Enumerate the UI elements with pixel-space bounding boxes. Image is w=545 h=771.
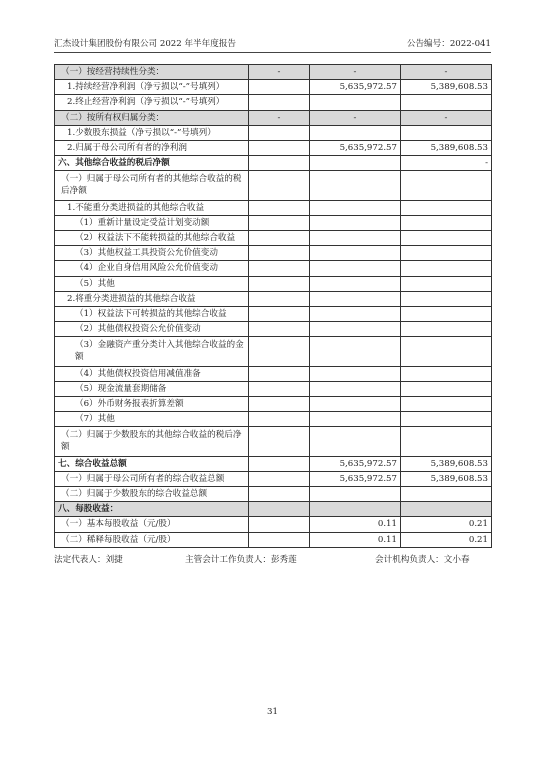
table-row bbox=[55, 366, 492, 381]
current-period-cell: 5,635,972.57 bbox=[310, 471, 401, 486]
notes-cell bbox=[249, 215, 310, 230]
notes-cell bbox=[249, 517, 310, 532]
prior-period-cell bbox=[401, 502, 492, 517]
row-label: （1）重新计量设定受益计划变动额 bbox=[55, 215, 249, 230]
row-label: （2）权益法下不能转损益的其他综合收益 bbox=[55, 230, 249, 245]
prior-period-cell bbox=[401, 396, 492, 411]
table-row bbox=[55, 261, 492, 276]
prior-period-cell bbox=[401, 95, 492, 110]
notes-cell bbox=[249, 276, 310, 291]
row-label: 六、其他综合收益的税后净额 bbox=[55, 156, 249, 171]
table-row bbox=[55, 140, 492, 155]
current-period-cell bbox=[310, 502, 401, 517]
table-row bbox=[55, 171, 492, 200]
notes-cell bbox=[249, 306, 310, 321]
prior-period-cell bbox=[401, 412, 492, 427]
row-label: （二）归属于少数股东的其他综合收益的税后净额 bbox=[55, 427, 249, 456]
table-row bbox=[55, 471, 492, 486]
prior-period-cell bbox=[401, 487, 492, 502]
accounting-supervisor: 主管会计工作负责人：彭秀莲 bbox=[185, 555, 297, 565]
current-period-cell bbox=[310, 171, 401, 200]
prior-period-cell bbox=[401, 306, 492, 321]
notes-cell bbox=[249, 502, 310, 517]
notes-cell bbox=[249, 125, 310, 140]
table-row bbox=[55, 230, 492, 245]
current-period-cell bbox=[310, 427, 401, 456]
prior-period-cell bbox=[401, 200, 492, 215]
notes-cell bbox=[249, 140, 310, 155]
row-label: 1.不能重分类进损益的其他综合收益 bbox=[55, 200, 249, 215]
table-row bbox=[55, 110, 492, 125]
current-period-cell bbox=[310, 322, 401, 337]
notes-cell bbox=[249, 156, 310, 171]
prior-period-cell: 0.21 bbox=[401, 532, 492, 547]
announcement-number: 公告编号：2022-041 bbox=[406, 39, 491, 49]
table-row bbox=[55, 200, 492, 215]
notes-cell bbox=[249, 246, 310, 261]
current-period-cell bbox=[310, 366, 401, 381]
current-period-cell: - bbox=[310, 65, 401, 80]
current-period-cell bbox=[310, 261, 401, 276]
row-label: 1.少数股东损益（净亏损以“-”号填列） bbox=[55, 125, 249, 140]
report-title: 汇杰设计集团股份有限公司 2022 年半年度报告 bbox=[54, 39, 237, 49]
row-label: （4）其他债权投资信用减值准备 bbox=[55, 366, 249, 381]
row-label: （一）归属于母公司所有者的其他综合收益的税后净额 bbox=[55, 171, 249, 200]
row-label: 2.归属于母公司所有者的净利润 bbox=[55, 140, 249, 155]
notes-cell bbox=[249, 200, 310, 215]
row-label: （7）其他 bbox=[55, 412, 249, 427]
row-label: （一）基本每股收益（元/股） bbox=[55, 517, 249, 532]
table-row bbox=[55, 322, 492, 337]
table-row bbox=[55, 156, 492, 171]
row-label: （3）金融资产重分类计入其他综合收益的金额 bbox=[55, 337, 249, 366]
table-row bbox=[55, 517, 492, 532]
prior-period-cell bbox=[401, 291, 492, 306]
page-number: 31 bbox=[267, 707, 278, 717]
legal-representative: 法定代表人：刘捷 bbox=[54, 555, 123, 565]
prior-period-cell bbox=[401, 215, 492, 230]
prior-period-cell bbox=[401, 246, 492, 261]
row-label: 2.终止经营净利润（净亏损以“-”号填列） bbox=[55, 95, 249, 110]
table-row bbox=[55, 427, 492, 456]
prior-period-cell: 0.21 bbox=[401, 517, 492, 532]
table-row bbox=[55, 80, 492, 95]
prior-period-cell bbox=[401, 366, 492, 381]
prior-period-cell: 5,389,608.53 bbox=[401, 456, 492, 471]
notes-cell bbox=[249, 412, 310, 427]
table-row bbox=[55, 381, 492, 396]
current-period-cell bbox=[310, 246, 401, 261]
current-period-cell: 0.11 bbox=[310, 532, 401, 547]
prior-period-cell bbox=[401, 125, 492, 140]
table-row bbox=[55, 95, 492, 110]
notes-cell bbox=[249, 381, 310, 396]
notes-cell bbox=[249, 291, 310, 306]
current-period-cell bbox=[310, 306, 401, 321]
prior-period-cell: 5,389,608.53 bbox=[401, 471, 492, 486]
notes-cell bbox=[249, 230, 310, 245]
current-period-cell bbox=[310, 95, 401, 110]
table-row bbox=[55, 306, 492, 321]
notes-cell bbox=[249, 396, 310, 411]
notes-cell bbox=[249, 80, 310, 95]
table-body bbox=[55, 65, 492, 548]
current-period-cell bbox=[310, 200, 401, 215]
prior-period-cell bbox=[401, 322, 492, 337]
prior-period-cell bbox=[401, 171, 492, 200]
table-row bbox=[55, 215, 492, 230]
row-label: （1）权益法下可转损益的其他综合收益 bbox=[55, 306, 249, 321]
row-label: （4）企业自身信用风险公允价值变动 bbox=[55, 261, 249, 276]
current-period-cell bbox=[310, 412, 401, 427]
current-period-cell bbox=[310, 337, 401, 366]
notes-cell bbox=[249, 456, 310, 471]
prior-period-cell bbox=[401, 337, 492, 366]
notes-cell bbox=[249, 171, 310, 200]
current-period-cell bbox=[310, 276, 401, 291]
current-period-cell: - bbox=[310, 110, 401, 125]
notes-cell bbox=[249, 95, 310, 110]
row-label: （一）归属于母公司所有者的综合收益总额 bbox=[55, 471, 249, 486]
current-period-cell: 5,635,972.57 bbox=[310, 456, 401, 471]
table-row bbox=[55, 337, 492, 366]
prior-period-cell bbox=[401, 230, 492, 245]
current-period-cell bbox=[310, 156, 401, 171]
prior-period-cell bbox=[401, 381, 492, 396]
current-period-cell bbox=[310, 125, 401, 140]
header-divider bbox=[54, 52, 491, 53]
current-period-cell bbox=[310, 396, 401, 411]
row-label: （2）其他债权投资公允价值变动 bbox=[55, 322, 249, 337]
row-label: （一）按经营持续性分类： bbox=[55, 65, 249, 80]
current-period-cell bbox=[310, 215, 401, 230]
row-label: （5）其他 bbox=[55, 276, 249, 291]
row-label: （二）稀释每股收益（元/股） bbox=[55, 532, 249, 547]
prior-period-cell: 5,389,608.53 bbox=[401, 80, 492, 95]
notes-cell bbox=[249, 322, 310, 337]
row-label: （6）外币财务报表折算差额 bbox=[55, 396, 249, 411]
table-row bbox=[55, 125, 492, 140]
table-row bbox=[55, 412, 492, 427]
current-period-cell bbox=[310, 487, 401, 502]
notes-cell bbox=[249, 471, 310, 486]
row-label: （3）其他权益工具投资公允价值变动 bbox=[55, 246, 249, 261]
table-row bbox=[55, 456, 492, 471]
notes-cell: - bbox=[249, 110, 310, 125]
table-row bbox=[55, 246, 492, 261]
row-label: （二）按所有权归属分类： bbox=[55, 110, 249, 125]
notes-cell bbox=[249, 337, 310, 366]
table-row bbox=[55, 487, 492, 502]
table-row bbox=[55, 502, 492, 517]
row-label: （5）现金流量套期储备 bbox=[55, 381, 249, 396]
current-period-cell: 0.11 bbox=[310, 517, 401, 532]
notes-cell bbox=[249, 487, 310, 502]
current-period-cell bbox=[310, 230, 401, 245]
table-row bbox=[55, 65, 492, 80]
row-label: 2.将重分类进损益的其他综合收益 bbox=[55, 291, 249, 306]
row-label: 1.持续经营净利润（净亏损以“-”号填列） bbox=[55, 80, 249, 95]
row-label: （二）归属于少数股东的综合收益总额 bbox=[55, 487, 249, 502]
current-period-cell bbox=[310, 291, 401, 306]
notes-cell bbox=[249, 261, 310, 276]
row-label: 八、每股收益： bbox=[55, 502, 249, 517]
table-row bbox=[55, 291, 492, 306]
prior-period-cell: - bbox=[401, 65, 492, 80]
prior-period-cell bbox=[401, 427, 492, 456]
notes-cell: - bbox=[249, 65, 310, 80]
table-row bbox=[55, 276, 492, 291]
accounting-department-head: 会计机构负责人：文小春 bbox=[375, 555, 470, 565]
notes-cell bbox=[249, 427, 310, 456]
prior-period-cell bbox=[401, 261, 492, 276]
current-period-cell: 5,635,972.57 bbox=[310, 80, 401, 95]
row-label: 七、综合收益总额 bbox=[55, 456, 249, 471]
prior-period-cell bbox=[401, 276, 492, 291]
prior-period-cell: 5,389,608.53 bbox=[401, 140, 492, 155]
current-period-cell bbox=[310, 381, 401, 396]
notes-cell bbox=[249, 366, 310, 381]
prior-period-cell: - bbox=[401, 156, 492, 171]
current-period-cell: 5,635,972.57 bbox=[310, 140, 401, 155]
prior-period-cell: - bbox=[401, 110, 492, 125]
table-row bbox=[55, 532, 492, 547]
income-statement-table bbox=[54, 64, 492, 548]
notes-cell bbox=[249, 532, 310, 547]
table-row bbox=[55, 396, 492, 411]
